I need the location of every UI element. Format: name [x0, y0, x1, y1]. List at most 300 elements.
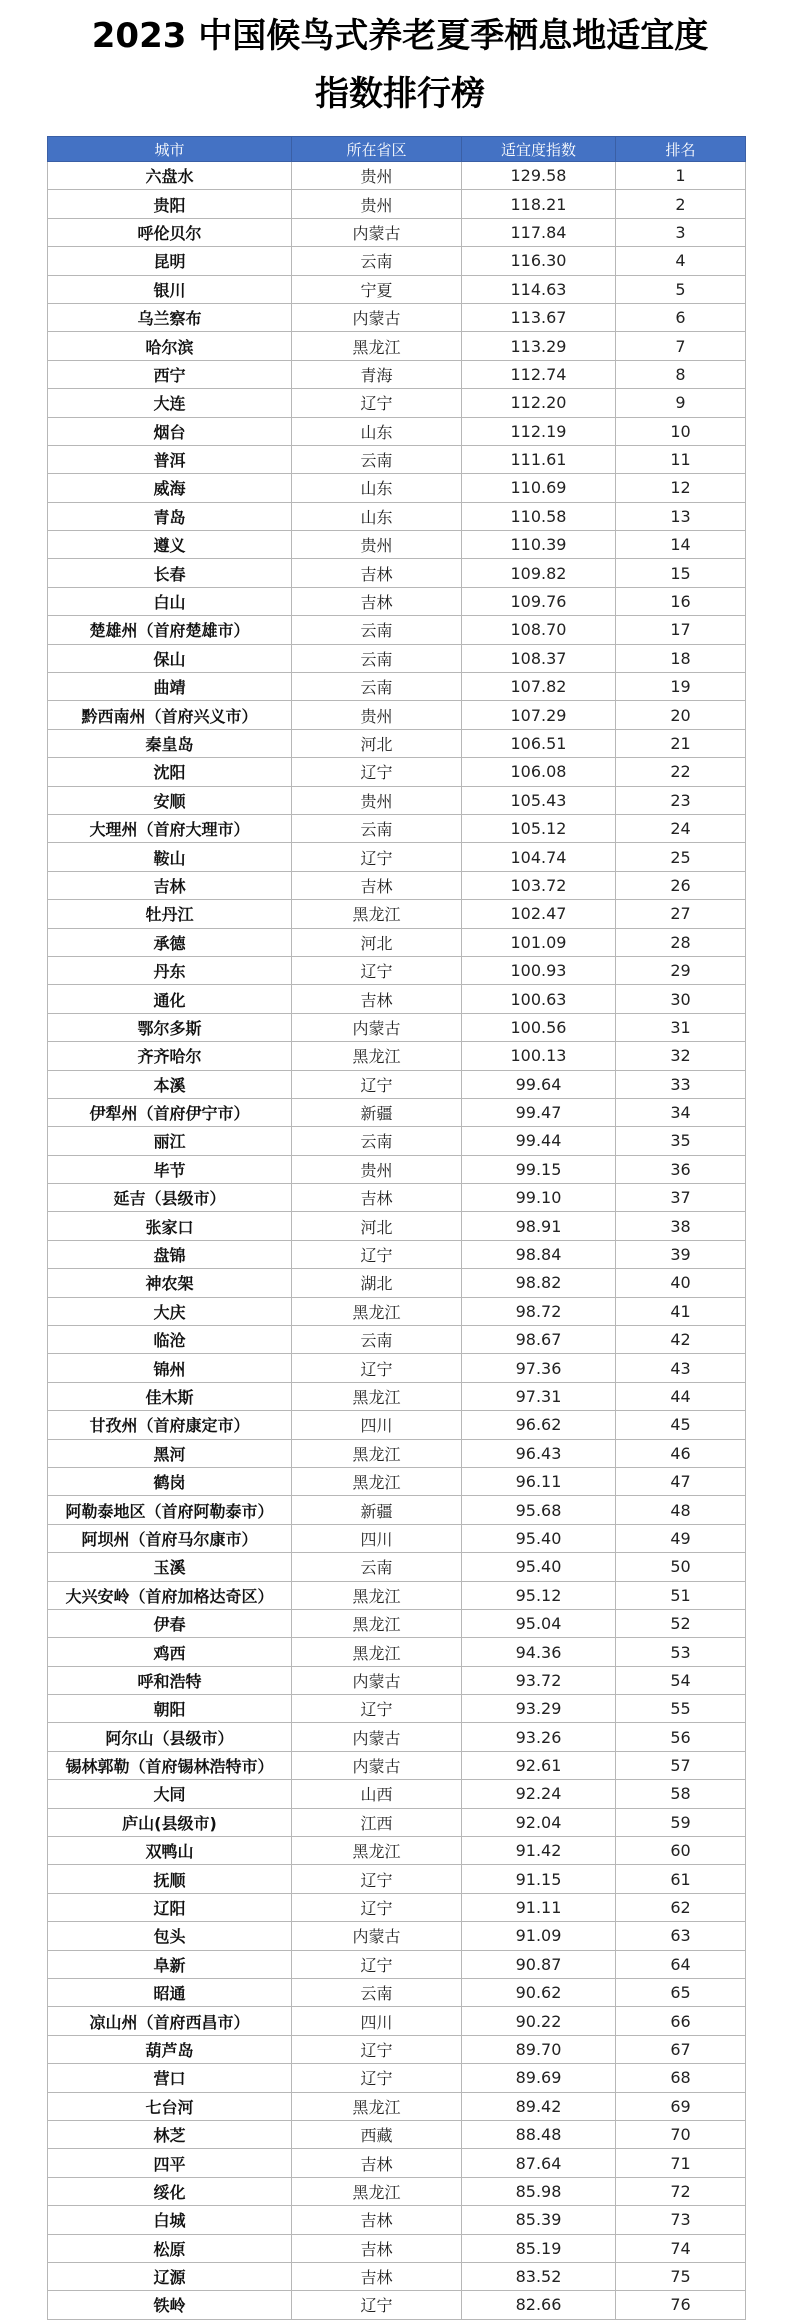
cell-city: 锡林郭勒（首府锡林浩特市） [48, 1751, 292, 1779]
cell-province: 辽宁 [292, 2064, 462, 2092]
table-row [48, 360, 746, 388]
cell-province: 贵州 [292, 701, 462, 729]
cell-province: 吉林 [292, 2262, 462, 2290]
cell-index: 98.84 [462, 1240, 616, 1268]
cell-province: 黑龙江 [292, 1439, 462, 1467]
cell-city: 普洱 [48, 445, 292, 473]
cell-index: 108.37 [462, 644, 616, 672]
cell-city: 绥化 [48, 2177, 292, 2205]
cell-city: 阿坝州（首府马尔康市） [48, 1524, 292, 1552]
cell-city: 神农架 [48, 1269, 292, 1297]
cell-index: 112.74 [462, 360, 616, 388]
cell-province: 吉林 [292, 871, 462, 899]
cell-city: 鞍山 [48, 843, 292, 871]
cell-index: 100.93 [462, 956, 616, 984]
cell-rank: 22 [616, 758, 746, 786]
cell-city: 阿勒泰地区（首府阿勒泰市） [48, 1496, 292, 1524]
table-row [48, 1780, 746, 1808]
table-row [48, 531, 746, 559]
table-row [48, 587, 746, 615]
cell-rank: 20 [616, 701, 746, 729]
cell-index: 95.12 [462, 1581, 616, 1609]
cell-rank: 46 [616, 1439, 746, 1467]
cell-city: 哈尔滨 [48, 332, 292, 360]
cell-rank: 47 [616, 1467, 746, 1495]
cell-rank: 66 [616, 2007, 746, 2035]
cell-index: 106.08 [462, 758, 616, 786]
cell-province: 云南 [292, 616, 462, 644]
cell-city: 伊犁州（首府伊宁市） [48, 1098, 292, 1126]
cell-province: 四川 [292, 1524, 462, 1552]
cell-index: 89.69 [462, 2064, 616, 2092]
cell-index: 99.10 [462, 1184, 616, 1212]
cell-city: 大庆 [48, 1297, 292, 1325]
cell-province: 河北 [292, 928, 462, 956]
cell-province: 山东 [292, 502, 462, 530]
cell-rank: 40 [616, 1269, 746, 1297]
cell-province: 吉林 [292, 2206, 462, 2234]
cell-index: 116.30 [462, 247, 616, 275]
table-row [48, 956, 746, 984]
table-row [48, 2120, 746, 2148]
cell-rank: 60 [616, 1837, 746, 1865]
cell-index: 109.76 [462, 587, 616, 615]
table-row [48, 389, 746, 417]
cell-rank: 23 [616, 786, 746, 814]
cell-index: 85.39 [462, 2206, 616, 2234]
cell-rank: 64 [616, 1950, 746, 1978]
cell-province: 湖北 [292, 1269, 462, 1297]
cell-index: 99.44 [462, 1127, 616, 1155]
cell-index: 91.15 [462, 1865, 616, 1893]
cell-city: 铁岭 [48, 2291, 292, 2319]
cell-rank: 35 [616, 1127, 746, 1155]
cell-rank: 57 [616, 1751, 746, 1779]
cell-city: 乌兰察布 [48, 303, 292, 331]
cell-city: 黔西南州（首府兴义市） [48, 701, 292, 729]
table-row [48, 1354, 746, 1382]
cell-city: 白山 [48, 587, 292, 615]
table-row [48, 900, 746, 928]
cell-index: 113.67 [462, 303, 616, 331]
table-row [48, 1382, 746, 1410]
cell-rank: 5 [616, 275, 746, 303]
cell-city: 四平 [48, 2149, 292, 2177]
table-row [48, 1269, 746, 1297]
table-body [48, 162, 746, 2320]
table-row [48, 332, 746, 360]
cell-rank: 71 [616, 2149, 746, 2177]
cell-city: 沈阳 [48, 758, 292, 786]
table-row [48, 2064, 746, 2092]
cell-index: 114.63 [462, 275, 616, 303]
cell-province: 云南 [292, 1553, 462, 1581]
cell-city: 延吉（县级市） [48, 1184, 292, 1212]
table-row [48, 673, 746, 701]
cell-index: 104.74 [462, 843, 616, 871]
cell-province: 宁夏 [292, 275, 462, 303]
cell-city: 青岛 [48, 502, 292, 530]
table-row [48, 1553, 746, 1581]
table-row [48, 814, 746, 842]
table-row [48, 985, 746, 1013]
cell-index: 100.56 [462, 1013, 616, 1041]
cell-index: 107.29 [462, 701, 616, 729]
cell-province: 贵州 [292, 162, 462, 190]
cell-index: 92.61 [462, 1751, 616, 1779]
cell-index: 103.72 [462, 871, 616, 899]
table-row [48, 2291, 746, 2319]
cell-city: 黑河 [48, 1439, 292, 1467]
table-row [48, 1808, 746, 1836]
table-row [48, 871, 746, 899]
cell-index: 85.19 [462, 2234, 616, 2262]
cell-province: 黑龙江 [292, 1609, 462, 1637]
column-header-province: 所在省区 [292, 137, 462, 162]
cell-province: 内蒙古 [292, 1013, 462, 1041]
cell-city: 林芝 [48, 2120, 292, 2148]
cell-province: 黑龙江 [292, 332, 462, 360]
cell-index: 99.64 [462, 1070, 616, 1098]
cell-city: 鸡西 [48, 1638, 292, 1666]
cell-city: 昭通 [48, 1979, 292, 2007]
cell-province: 辽宁 [292, 389, 462, 417]
cell-province: 河北 [292, 1212, 462, 1240]
cell-province: 辽宁 [292, 758, 462, 786]
cell-city: 玉溪 [48, 1553, 292, 1581]
cell-province: 山西 [292, 1780, 462, 1808]
table-row [48, 1326, 746, 1354]
cell-province: 黑龙江 [292, 1382, 462, 1410]
table-row [48, 303, 746, 331]
cell-province: 云南 [292, 445, 462, 473]
cell-province: 辽宁 [292, 956, 462, 984]
cell-index: 101.09 [462, 928, 616, 956]
cell-rank: 18 [616, 644, 746, 672]
cell-rank: 24 [616, 814, 746, 842]
cell-city: 遵义 [48, 531, 292, 559]
cell-city: 辽阳 [48, 1893, 292, 1921]
cell-rank: 3 [616, 218, 746, 246]
cell-rank: 56 [616, 1723, 746, 1751]
cell-index: 110.39 [462, 531, 616, 559]
table-row [48, 644, 746, 672]
cell-index: 96.11 [462, 1467, 616, 1495]
cell-index: 118.21 [462, 190, 616, 218]
cell-province: 云南 [292, 1127, 462, 1155]
table-row [48, 1524, 746, 1552]
cell-index: 90.62 [462, 1979, 616, 2007]
table-row [48, 1837, 746, 1865]
cell-province: 贵州 [292, 1155, 462, 1183]
table-row [48, 1411, 746, 1439]
cell-city: 银川 [48, 275, 292, 303]
cell-index: 111.61 [462, 445, 616, 473]
table-row [48, 445, 746, 473]
cell-rank: 50 [616, 1553, 746, 1581]
cell-index: 96.43 [462, 1439, 616, 1467]
cell-province: 云南 [292, 1326, 462, 1354]
cell-province: 山东 [292, 474, 462, 502]
cell-rank: 68 [616, 2064, 746, 2092]
page-subtitle: 指数排行榜 [315, 74, 485, 114]
cell-city: 安顺 [48, 786, 292, 814]
table-row [48, 502, 746, 530]
cell-province: 云南 [292, 247, 462, 275]
cell-city: 威海 [48, 474, 292, 502]
cell-city: 曲靖 [48, 673, 292, 701]
cell-rank: 9 [616, 389, 746, 417]
cell-rank: 58 [616, 1780, 746, 1808]
cell-rank: 33 [616, 1070, 746, 1098]
cell-province: 辽宁 [292, 843, 462, 871]
cell-rank: 54 [616, 1666, 746, 1694]
table-row [48, 1893, 746, 1921]
cell-city: 大同 [48, 1780, 292, 1808]
cell-city: 呼伦贝尔 [48, 218, 292, 246]
table-row [48, 1212, 746, 1240]
cell-province: 新疆 [292, 1496, 462, 1524]
cell-province: 黑龙江 [292, 2177, 462, 2205]
cell-index: 91.11 [462, 1893, 616, 1921]
cell-city: 松原 [48, 2234, 292, 2262]
cell-rank: 19 [616, 673, 746, 701]
cell-province: 辽宁 [292, 1893, 462, 1921]
table-row [48, 1297, 746, 1325]
cell-index: 112.20 [462, 389, 616, 417]
cell-city: 双鸭山 [48, 1837, 292, 1865]
cell-province: 辽宁 [292, 1865, 462, 1893]
cell-province: 新疆 [292, 1098, 462, 1126]
cell-rank: 43 [616, 1354, 746, 1382]
cell-province: 辽宁 [292, 2035, 462, 2063]
table-row [48, 1070, 746, 1098]
cell-city: 朝阳 [48, 1695, 292, 1723]
cell-index: 98.82 [462, 1269, 616, 1297]
cell-city: 盘锦 [48, 1240, 292, 1268]
table-row [48, 1467, 746, 1495]
cell-index: 108.70 [462, 616, 616, 644]
table-row [48, 1695, 746, 1723]
cell-index: 98.91 [462, 1212, 616, 1240]
table-row [48, 1013, 746, 1041]
cell-rank: 27 [616, 900, 746, 928]
cell-city: 阿尔山（县级市） [48, 1723, 292, 1751]
cell-province: 云南 [292, 644, 462, 672]
cell-province: 内蒙古 [292, 1751, 462, 1779]
table-row [48, 2092, 746, 2120]
cell-city: 伊春 [48, 1609, 292, 1637]
cell-province: 西藏 [292, 2120, 462, 2148]
table-row [48, 1723, 746, 1751]
cell-index: 105.43 [462, 786, 616, 814]
table-row [48, 1865, 746, 1893]
cell-index: 102.47 [462, 900, 616, 928]
cell-city: 张家口 [48, 1212, 292, 1240]
cell-index: 94.36 [462, 1638, 616, 1666]
cell-province: 云南 [292, 814, 462, 842]
cell-rank: 15 [616, 559, 746, 587]
cell-rank: 48 [616, 1496, 746, 1524]
table-row [48, 1155, 746, 1183]
cell-city: 保山 [48, 644, 292, 672]
cell-rank: 59 [616, 1808, 746, 1836]
cell-rank: 28 [616, 928, 746, 956]
cell-province: 辽宁 [292, 1354, 462, 1382]
cell-province: 黑龙江 [292, 1581, 462, 1609]
cell-rank: 38 [616, 1212, 746, 1240]
cell-province: 黑龙江 [292, 1297, 462, 1325]
cell-province: 辽宁 [292, 1695, 462, 1723]
cell-index: 95.68 [462, 1496, 616, 1524]
cell-province: 四川 [292, 2007, 462, 2035]
table-row [48, 559, 746, 587]
cell-province: 贵州 [292, 531, 462, 559]
cell-rank: 13 [616, 502, 746, 530]
cell-province: 河北 [292, 729, 462, 757]
cell-city: 七台河 [48, 2092, 292, 2120]
cell-index: 93.26 [462, 1723, 616, 1751]
cell-city: 佳木斯 [48, 1382, 292, 1410]
cell-province: 辽宁 [292, 2291, 462, 2319]
table-row [48, 162, 746, 190]
table-row [48, 1979, 746, 2007]
table-row [48, 2149, 746, 2177]
cell-rank: 11 [616, 445, 746, 473]
cell-rank: 69 [616, 2092, 746, 2120]
cell-rank: 26 [616, 871, 746, 899]
cell-province: 吉林 [292, 559, 462, 587]
cell-city: 阜新 [48, 1950, 292, 1978]
cell-rank: 6 [616, 303, 746, 331]
cell-index: 87.64 [462, 2149, 616, 2177]
cell-city: 白城 [48, 2206, 292, 2234]
cell-rank: 65 [616, 1979, 746, 2007]
cell-rank: 30 [616, 985, 746, 1013]
cell-city: 丽江 [48, 1127, 292, 1155]
cell-province: 内蒙古 [292, 1723, 462, 1751]
table-row [48, 1098, 746, 1126]
cell-province: 内蒙古 [292, 303, 462, 331]
cell-rank: 49 [616, 1524, 746, 1552]
cell-city: 贵阳 [48, 190, 292, 218]
cell-province: 吉林 [292, 2234, 462, 2262]
cell-rank: 21 [616, 729, 746, 757]
cell-index: 85.98 [462, 2177, 616, 2205]
cell-rank: 44 [616, 1382, 746, 1410]
cell-city: 辽源 [48, 2262, 292, 2290]
cell-province: 吉林 [292, 1184, 462, 1212]
cell-rank: 8 [616, 360, 746, 388]
cell-rank: 39 [616, 1240, 746, 1268]
cell-index: 90.22 [462, 2007, 616, 2035]
cell-province: 黑龙江 [292, 1042, 462, 1070]
table-row [48, 474, 746, 502]
cell-index: 112.19 [462, 417, 616, 445]
cell-index: 92.24 [462, 1780, 616, 1808]
cell-province: 辽宁 [292, 1070, 462, 1098]
table-row [48, 2262, 746, 2290]
cell-city: 抚顺 [48, 1865, 292, 1893]
cell-rank: 16 [616, 587, 746, 615]
cell-city: 楚雄州（首府楚雄市） [48, 616, 292, 644]
cell-city: 锦州 [48, 1354, 292, 1382]
cell-city: 秦皇岛 [48, 729, 292, 757]
cell-city: 西宁 [48, 360, 292, 388]
cell-city: 承德 [48, 928, 292, 956]
cell-index: 96.62 [462, 1411, 616, 1439]
table-row [48, 2206, 746, 2234]
table-row [48, 1496, 746, 1524]
cell-province: 吉林 [292, 587, 462, 615]
cell-province: 黑龙江 [292, 1467, 462, 1495]
cell-city: 牡丹江 [48, 900, 292, 928]
cell-index: 98.72 [462, 1297, 616, 1325]
cell-rank: 45 [616, 1411, 746, 1439]
cell-province: 黑龙江 [292, 1638, 462, 1666]
table-row [48, 701, 746, 729]
cell-rank: 31 [616, 1013, 746, 1041]
cell-rank: 7 [616, 332, 746, 360]
cell-province: 内蒙古 [292, 1666, 462, 1694]
cell-city: 庐山(县级市) [48, 1808, 292, 1836]
cell-province: 吉林 [292, 985, 462, 1013]
table-row [48, 275, 746, 303]
cell-rank: 67 [616, 2035, 746, 2063]
cell-rank: 61 [616, 1865, 746, 1893]
table-row [48, 1127, 746, 1155]
column-header-rank: 排名 [616, 137, 746, 162]
cell-city: 烟台 [48, 417, 292, 445]
cell-index: 95.40 [462, 1553, 616, 1581]
table-row [48, 1950, 746, 1978]
table-row [48, 1751, 746, 1779]
ranking-table [47, 136, 746, 2320]
table-row [48, 2007, 746, 2035]
cell-city: 毕节 [48, 1155, 292, 1183]
cell-rank: 1 [616, 162, 746, 190]
table-row [48, 1638, 746, 1666]
cell-province: 山东 [292, 417, 462, 445]
cell-index: 89.42 [462, 2092, 616, 2120]
table-row [48, 843, 746, 871]
cell-rank: 42 [616, 1326, 746, 1354]
cell-city: 包头 [48, 1922, 292, 1950]
cell-index: 106.51 [462, 729, 616, 757]
table-row [48, 1184, 746, 1212]
cell-index: 95.40 [462, 1524, 616, 1552]
cell-city: 通化 [48, 985, 292, 1013]
table-row [48, 1240, 746, 1268]
cell-index: 110.58 [462, 502, 616, 530]
cell-province: 黑龙江 [292, 2092, 462, 2120]
cell-province: 黑龙江 [292, 900, 462, 928]
cell-city: 本溪 [48, 1070, 292, 1098]
cell-city: 丹东 [48, 956, 292, 984]
cell-province: 云南 [292, 1979, 462, 2007]
cell-city: 齐齐哈尔 [48, 1042, 292, 1070]
table-row [48, 1922, 746, 1950]
cell-rank: 37 [616, 1184, 746, 1212]
cell-index: 113.29 [462, 332, 616, 360]
table-row [48, 2035, 746, 2063]
cell-city: 葫芦岛 [48, 2035, 292, 2063]
table-row [48, 1609, 746, 1637]
cell-province: 辽宁 [292, 1950, 462, 1978]
cell-province: 青海 [292, 360, 462, 388]
cell-index: 105.12 [462, 814, 616, 842]
cell-rank: 53 [616, 1638, 746, 1666]
